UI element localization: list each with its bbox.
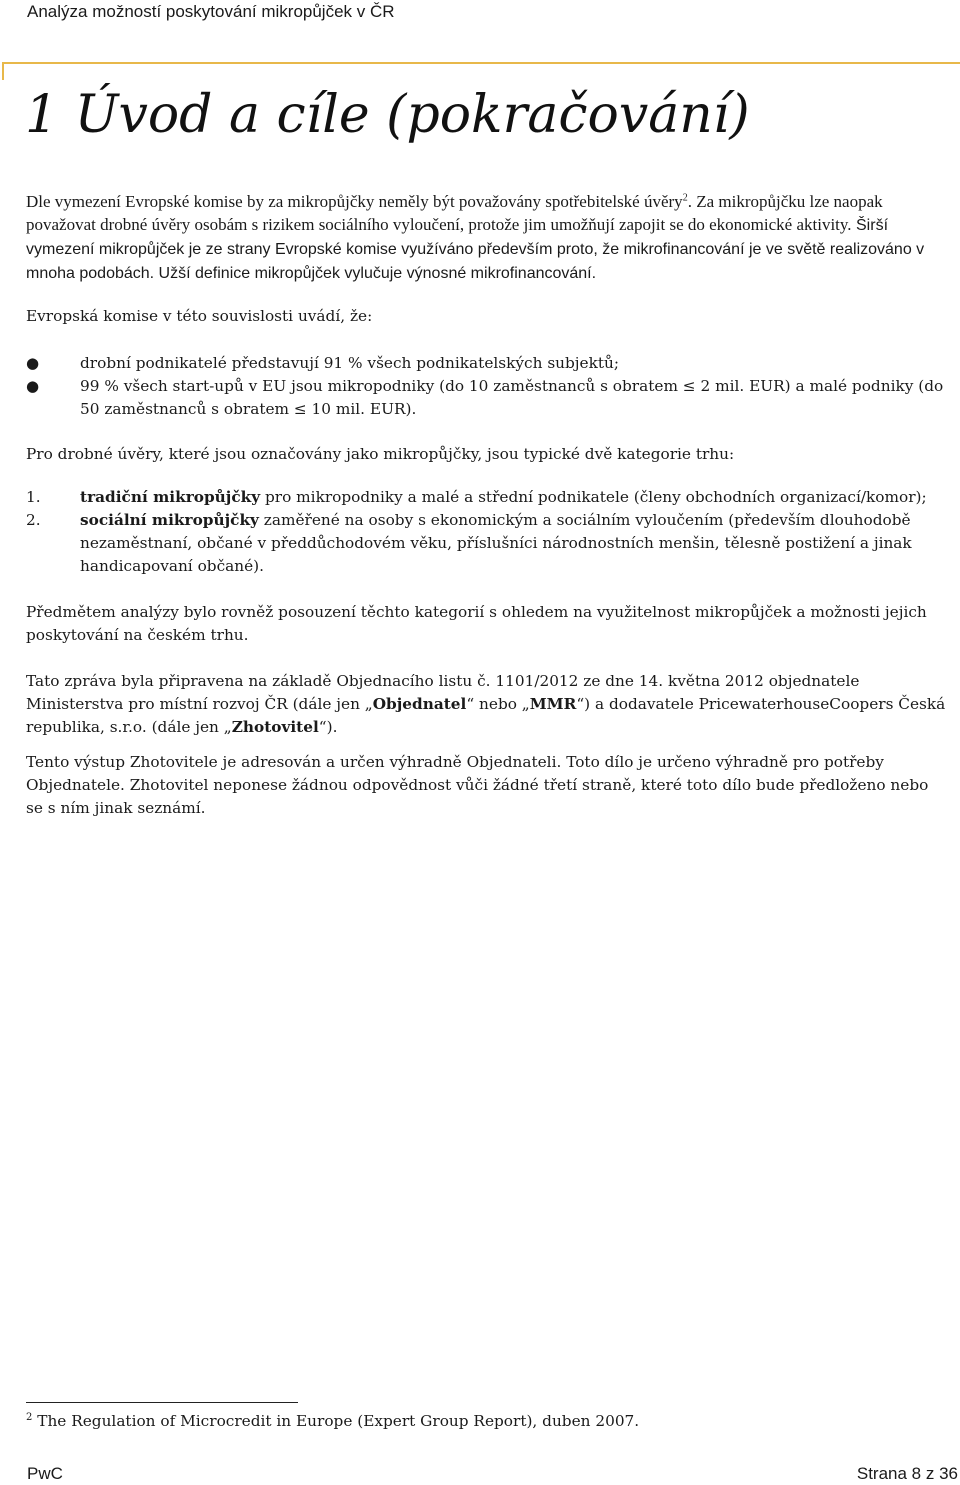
list-number: 2. [26, 511, 41, 529]
numbered-item [26, 509, 946, 578]
footnote-reference[interactable]: 2 [682, 192, 688, 204]
header-corner-tick [2, 62, 4, 80]
category-term: tradiční mikropůjčky [80, 488, 261, 506]
category-term: sociální mikropůjčky [80, 511, 259, 529]
numbered-list [26, 486, 946, 578]
category-description: zaměřené na osoby s ekonomickým a sociálním vyloučením (především dlouhodobě nezaměstnaní, občané v předdůchodovém věku, příslušníci národnostních menšin, tělesně postižení a jinak handicapovaní občané). [80, 511, 912, 575]
footnote [26, 1410, 639, 1433]
paragraph-categories-intro: Pro drobné úvěry, které jsou označovány jako mikropůjčky, jsou typické dvě kategorie trhu: [26, 445, 735, 463]
main-content [26, 190, 946, 820]
bullet-item [26, 352, 946, 375]
paragraph-analysis: Předmětem analýzy bylo rovněž posouzení těchto kategorií s ohledem na využitelnost mikropůjček a možnosti jejich poskytování na českém trhu. [26, 603, 927, 644]
paragraph-disclaimer: Tento výstup Zhotovitele je adresován a určen výhradně Objednateli. Toto dílo je určeno výhradně pro potřeby Objednatele. Zhotovitel neponese žádnou odpovědnost vůči žádné třetí straně, které toto dílo bude předloženo nebo se s ním jinak seznámí. [26, 753, 929, 817]
bullet-item [26, 375, 946, 421]
bullet-text: 99 % všech start-upů v EU jsou mikropodniky (do 10 zaměstnanců s obratem ≤ 2 mil. EUR) a malé podniky (do 50 zaměstnanců s obratem ≤ 10 mil. EUR). [80, 377, 944, 418]
report-term-objednatel: Objednatel [372, 695, 467, 713]
paragraph-intro: Evropská komise v této souvislosti uvádí, že: [26, 307, 373, 325]
bullet-list [26, 352, 946, 421]
paragraph-report [26, 670, 946, 739]
header-rule [2, 62, 960, 64]
report-term-zhotovitel: Zhotovitel [231, 718, 319, 736]
bullet-icon: ● [26, 354, 40, 372]
report-text: “ nebo „ [466, 695, 530, 713]
bullet-text: drobní podnikatelé představují 91 % všech podnikatelských subjektů; [80, 354, 620, 372]
footnote-number: 2 [26, 1411, 33, 1423]
footer-page-number: Strana 8 z 36 [856, 1464, 958, 1483]
report-text: “). [318, 718, 338, 736]
bullet-icon: ● [26, 377, 40, 395]
page-title: 1 Úvod a cíle (pokračování) [25, 85, 750, 145]
report-term-mmr: MMR [529, 695, 577, 713]
paragraph-definition-text-3: Širší vymezení mikropůjček je ze strany Evropské komise využíváno především proto, že mikrofinancování je ve světě realizováno v mnoha podobách. Užší definice mikropůjček vylučuje výnosné mikrofinancování. [26, 217, 925, 282]
paragraph-definition-text-2: . Za mikropůjčku lze naopak považovat drobné úvěry osobám s rizikem sociálního vyloučení, protože jim umožňují zapojit se do ekonomické aktivity. [26, 192, 883, 234]
footnote-text: The Regulation of Microcredit in Europe (Expert Group Report), duben 2007. [32, 1412, 640, 1430]
paragraph-definition [26, 190, 946, 285]
paragraph-definition-text-1: Dle vymezení Evropské komise by za mikropůjčky neměly být považovány spotřebitelské úvěry [26, 192, 683, 211]
category-description: pro mikropodniky a malé a střední podnikatele (členy obchodních organizací/komor); [260, 488, 927, 506]
numbered-item [26, 486, 946, 509]
report-text: Tato zpráva byla připravena na základě Objednacího listu č. 1101/2012 ze dne 14. května 2012 objednatele Ministerstva pro místní rozvoj ČR (dále jen „ [26, 672, 860, 713]
footer-company: PwC [27, 1464, 63, 1483]
running-header-title: Analýza možností poskytování mikropůjček v ČR [27, 2, 395, 21]
list-number: 1. [26, 488, 41, 506]
report-text: “) a dodavatele PricewaterhouseCoopers Česká republika, s.r.o. (dále jen „ [26, 695, 946, 736]
footnote-divider [26, 1402, 298, 1403]
